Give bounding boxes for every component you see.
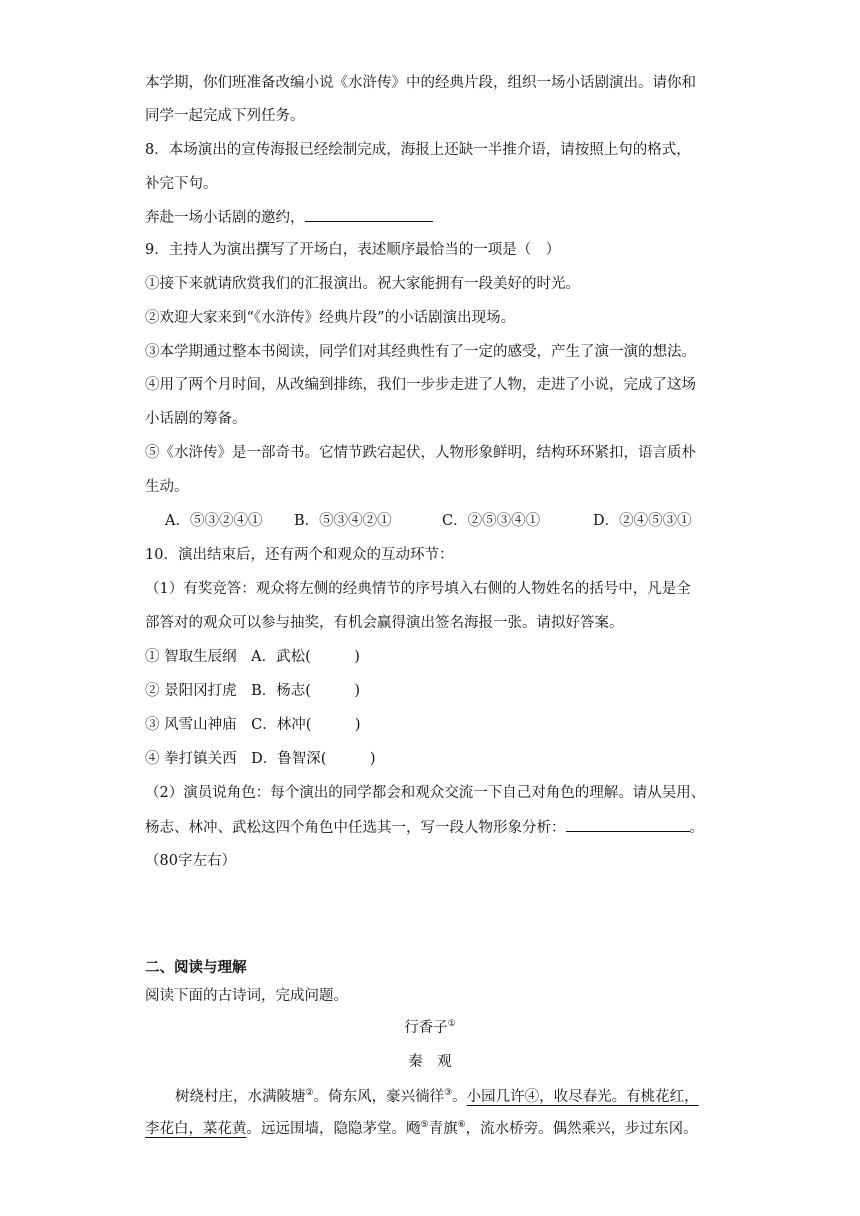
q8-stem-line-2: 补完下句。 (145, 176, 218, 192)
poem-note-5: ⑤ (420, 1120, 429, 1131)
q9-sentence-5b: 生动。 (145, 479, 189, 495)
q9-sentence-2: ②欢迎大家来到“《水浒传》经典片段”的小话剧演出现场。 (145, 310, 516, 326)
q9-sentence-5a: ⑤《水浒传》是一部奇书。它情节跌宕起伏，人物形象鲜明，结构环环紧扣，语言质朴 (145, 445, 696, 461)
poem-note-2: ② (305, 1088, 314, 1099)
poem-text: 。倚东风，豪兴徜徉 (313, 1089, 445, 1105)
q10-part2-text: 杨志、林冲、武松这四个角色中任选其一，写一段人物形象分析： (145, 820, 566, 836)
section-heading: 二、阅读与理解 (145, 959, 247, 976)
q9-sentence-4b: 小话剧的筹备。 (145, 411, 247, 427)
q10-part2-line-1: （2）演员说角色：每个演出的同学都会和观众交流一下自己对角色的理解。请从吴用、 (145, 785, 706, 801)
q10-part2-period: 。 (689, 820, 704, 836)
poem-text: 树绕村庄，水满陂塘 (175, 1089, 306, 1105)
q10-match-2: ② 景阳冈打虎 B．杨志( ) (145, 683, 361, 699)
q9-sentence-3: ③本学期通过整本书阅读，同学们对其经典性有了一定的感受，产生了演一演的想法。 (145, 344, 696, 360)
q9-option-a[interactable]: A．⑤③②④① (165, 513, 263, 529)
q9-option-d[interactable]: D．②④⑤③① (593, 513, 692, 529)
q9-sentence-1: ①接下来就请欣赏我们的汇报演出。祝大家能拥有一段美好的时光。 (145, 276, 580, 292)
q8-prompt: 奔赴一场小话剧的邀约， (145, 210, 305, 226)
q10-stem: 10．演出结束后，还有两个和观众的互动环节： (145, 547, 454, 563)
poem-underlined-text: 李花白，菜花黄 (145, 1121, 247, 1137)
poem-title-text: 行香子 (404, 1020, 448, 1036)
q10-match-4: ④ 拳打镇关西 D．鲁智深( ) (145, 751, 376, 767)
q9-sentence-4a: ④用了两个月时间，从改编到排练，我们一步步走进了人物，走进了小说，完成了这场 (145, 377, 696, 393)
q9-option-c[interactable]: C．②⑤③④① (442, 513, 541, 529)
poem-text: ，流水桥旁。偶然乘兴，步过东冈。 (465, 1121, 698, 1137)
poem-title (0, 1018, 860, 1038)
poem-line-2 (145, 1119, 698, 1139)
poem-underlined-text: 小园几许④，收尽春光。有桃花红， (466, 1089, 699, 1105)
q9-stem: 9．主持人为演出撰写了开场白，表述顺序最恰当的一项是（ ） (145, 242, 561, 258)
section-instruction: 阅读下面的古诗词，完成问题。 (145, 988, 348, 1004)
q9-option-b[interactable]: B．⑤③④②① (294, 513, 392, 529)
poem-line-1 (175, 1087, 699, 1107)
q8-stem-line-1: 8．本场演出的宣传海报已经绘制完成，海报上还缺一半推介语，请按照上句的格式， (145, 142, 691, 158)
poem-text: 。 (452, 1089, 467, 1105)
q10-match-3: ③ 风雪山神庙 C．林冲( ) (145, 717, 361, 733)
poem-text: 青旗 (428, 1121, 458, 1137)
poem-title-note: ① (447, 1019, 456, 1030)
poem-note-6: ⑥ (457, 1120, 466, 1131)
q10-part1-line-1: （1）有奖竞答：观众将左侧的经典情节的序号填入右侧的人物姓名的括号中，凡是全 (145, 581, 691, 597)
poem-note-3: ③ (444, 1088, 453, 1099)
intro-line-1: 本学期，你们班准备改编小说《水浒传》中的经典片段，组织一场小话剧演出。请你和 (145, 75, 696, 91)
q9-options (165, 511, 692, 531)
q10-part2-line-2 (145, 817, 704, 838)
poem-author: 秦 观 (408, 1054, 452, 1070)
q10-answer-blank[interactable] (566, 817, 690, 832)
q10-match-1: ① 智取生辰纲 A．武松( ) (145, 649, 360, 665)
intro-line-2: 同学一起完成下列任务。 (145, 108, 305, 124)
q8-answer-blank[interactable] (305, 207, 433, 222)
poem-text: 。远远围墙，隐隐茅堂。飏 (246, 1121, 421, 1137)
q10-part1-line-2: 部答对的观众可以参与抽奖，有机会赢得演出签名海报一张。请拟好答案。 (145, 615, 624, 631)
q10-part2-line-3: （80字左右） (145, 853, 236, 869)
q8-prompt-line (145, 207, 433, 228)
